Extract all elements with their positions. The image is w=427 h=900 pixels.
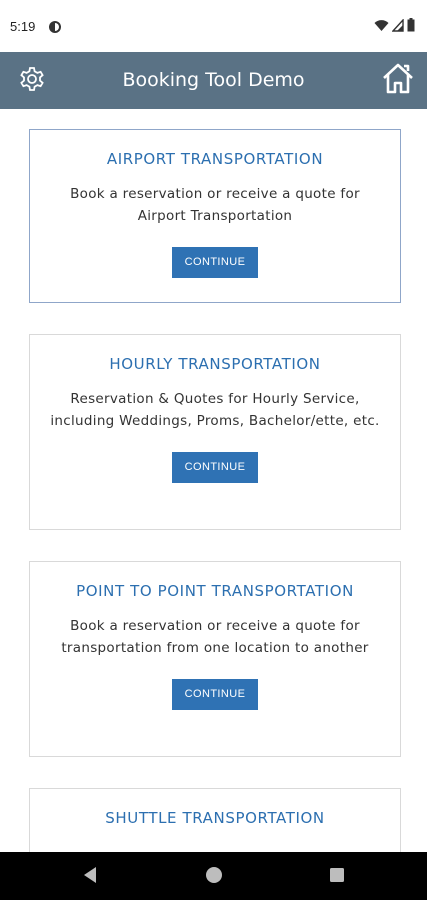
card-description: Book a reservation or receive a quote for Airport Transportation (70, 186, 360, 224)
card-description: Reservation & Quotes for Hourly Service, including Weddings, Proms, Bachelor/ette, etc. (50, 391, 380, 429)
settings-icon (19, 66, 45, 96)
status-time: 5:19 (10, 19, 36, 34)
home-icon (381, 61, 415, 99)
card-title: POINT TO POINT TRANSPORTATION (76, 582, 354, 600)
signal-icon (392, 17, 404, 36)
recents-icon (329, 867, 345, 887)
card-title: SHUTTLE TRANSPORTATION (105, 809, 325, 827)
settings-button[interactable] (14, 63, 50, 99)
home-circle-icon (205, 866, 223, 888)
service-list[interactable] (0, 109, 427, 852)
card-airport-transportation (29, 129, 401, 303)
continue-button-point-to-point[interactable]: CONTINUE (172, 679, 258, 710)
battery-icon (407, 17, 415, 36)
back-icon (82, 866, 98, 888)
home-button[interactable] (379, 60, 417, 100)
card-description: Book a reservation or receive a quote for transportation from one location to another (61, 618, 369, 656)
wifi-icon (374, 17, 389, 36)
card-point-to-point-transportation (29, 561, 401, 757)
app-notification-icon (48, 19, 62, 33)
app-bar (0, 52, 427, 109)
continue-button-airport[interactable]: CONTINUE (172, 247, 258, 278)
card-title: HOURLY TRANSPORTATION (109, 355, 321, 373)
card-hourly-transportation (29, 334, 401, 530)
nav-back-button[interactable] (79, 866, 101, 888)
status-bar (0, 0, 427, 52)
nav-home-button[interactable] (203, 866, 225, 888)
system-nav-bar (0, 852, 427, 900)
app-title: Booking Tool Demo (122, 69, 305, 91)
continue-button-hourly[interactable]: CONTINUE (172, 452, 258, 483)
nav-recents-button[interactable] (326, 866, 348, 888)
card-shuttle-transportation (29, 788, 401, 852)
card-title: AIRPORT TRANSPORTATION (106, 150, 324, 168)
status-icons (374, 18, 415, 34)
